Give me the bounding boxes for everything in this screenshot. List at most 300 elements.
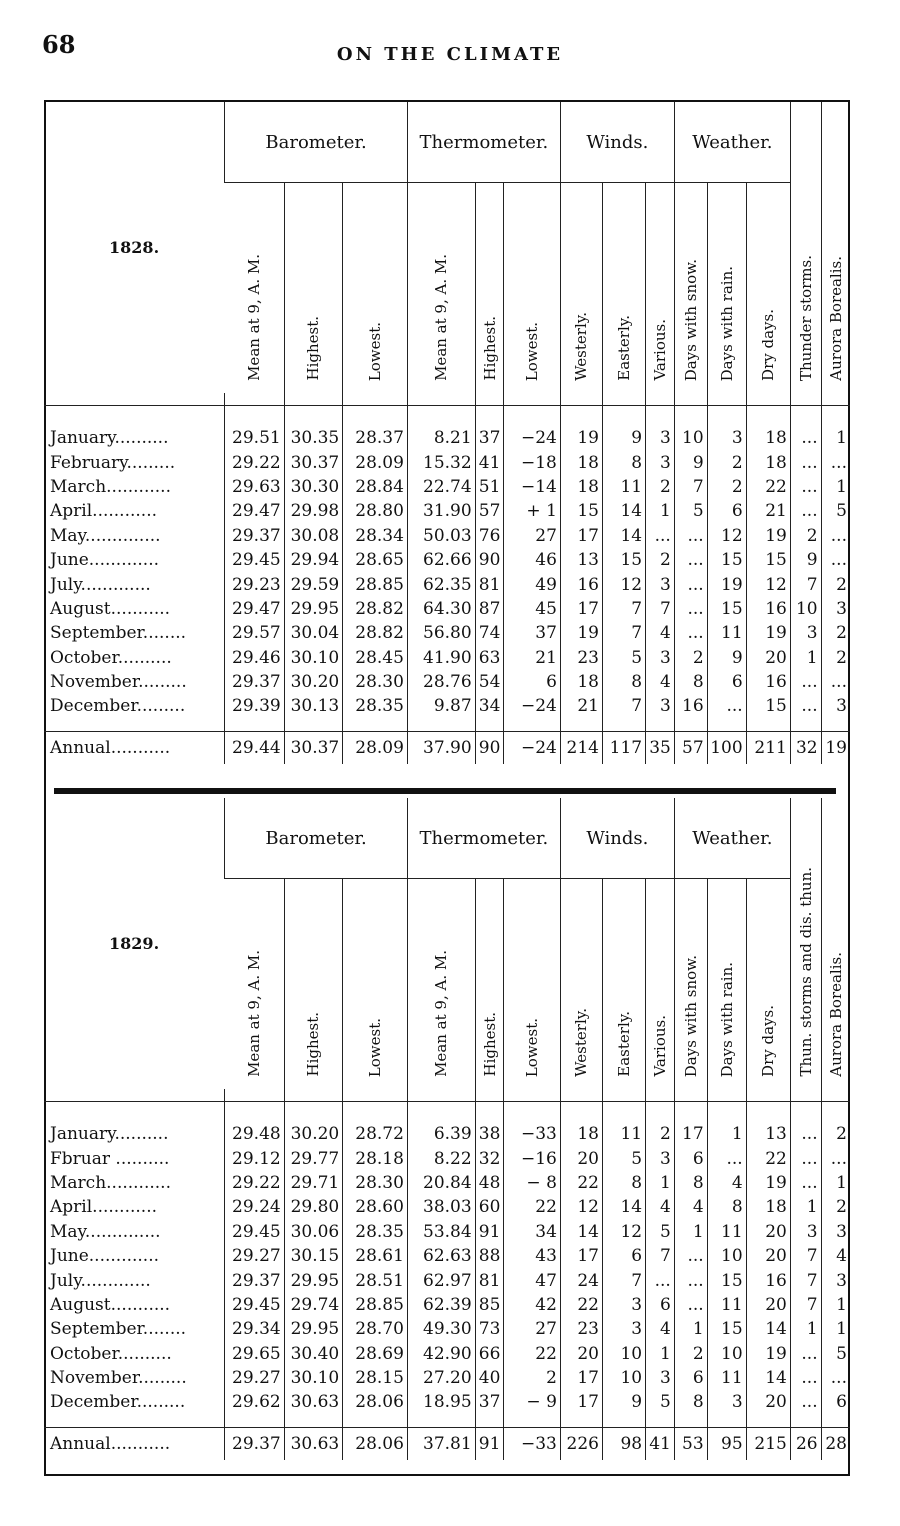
cell-winds-various: 3 <box>646 694 675 718</box>
cell-thermo-mean: 27.20 <box>407 1366 475 1390</box>
cell-winds-various: 3 <box>646 426 675 450</box>
cell-thermo-mean: 49.30 <box>407 1317 475 1341</box>
cell-days-rain: 3 <box>707 1390 746 1414</box>
cell-days-snow: 9 <box>674 450 707 474</box>
cell-aurora: 1 <box>821 475 850 499</box>
cell-baro-mean: 29.47 <box>225 499 285 523</box>
running-head: ON THE CLIMATE <box>336 44 564 65</box>
cell-baro-mean: 29.27 <box>225 1366 285 1390</box>
cell-days-snow: ... <box>674 1293 707 1317</box>
cell-thermo-lowest: 27 <box>504 1317 560 1341</box>
cell-thermo-mean: 20.84 <box>407 1171 475 1195</box>
cell-dry-days: 22 <box>746 475 790 499</box>
cell-thermo-mean: 15.32 <box>407 450 475 474</box>
cell-days-rain: 15 <box>707 548 746 572</box>
annual-dry-days: 211 <box>746 731 790 764</box>
cell-thermo-lowest: 2 <box>504 1366 560 1390</box>
cell-days-snow: 16 <box>674 694 707 718</box>
cell-days-snow: 8 <box>674 1171 707 1195</box>
cell-baro-mean: 29.45 <box>225 1220 285 1244</box>
cell-winds-various: 5 <box>646 1220 675 1244</box>
cell-baro-highest: 30.08 <box>284 524 343 548</box>
header-baro-mean-label: Mean at 9, A. M. <box>245 950 264 1077</box>
cell-winds-various: 1 <box>646 499 675 523</box>
cell-baro-lowest: 28.85 <box>343 1293 408 1317</box>
cell-winds-easterly: 9 <box>602 426 645 450</box>
cell-winds-easterly: 6 <box>602 1244 645 1268</box>
cell-aurora: 3 <box>821 597 850 621</box>
header-baro-mean <box>225 183 285 394</box>
table-row <box>44 1122 850 1146</box>
cell-dry-days: 22 <box>746 1146 790 1170</box>
cell-baro-mean: 29.46 <box>225 646 285 670</box>
cell-thermo-lowest: 6 <box>504 670 560 694</box>
cell-thermo-lowest: 22 <box>504 1195 560 1219</box>
cell-baro-highest: 30.06 <box>284 1220 343 1244</box>
cell-winds-various: 3 <box>646 1366 675 1390</box>
cell-dry-days: 18 <box>746 450 790 474</box>
cell-baro-lowest: 28.45 <box>343 646 408 670</box>
annual-aurora: 28 <box>821 1427 850 1460</box>
cell-thunder: 2 <box>790 524 821 548</box>
cell-winds-various: 7 <box>646 1244 675 1268</box>
cell-thunder: 10 <box>790 597 821 621</box>
cell-thunder: 3 <box>790 621 821 645</box>
cell-days-rain: 15 <box>707 1268 746 1292</box>
cell-dry-days: 15 <box>746 694 790 718</box>
group-header-winds: Winds. <box>560 102 674 183</box>
header-winds-westerly-label: Westerly. <box>572 312 591 381</box>
cell-baro-highest: 30.10 <box>284 646 343 670</box>
cell-thunder: ... <box>790 1390 821 1414</box>
annual-winds-easterly: 117 <box>602 731 645 764</box>
cell-thunder: 1 <box>790 646 821 670</box>
group-header-thermometer: Thermometer. <box>407 102 560 183</box>
annual-thermo-highest: 90 <box>475 731 504 764</box>
cell-baro-highest: 30.30 <box>284 475 343 499</box>
cell-thermo-mean: 62.66 <box>407 548 475 572</box>
cell-baro-lowest: 28.06 <box>343 1390 408 1414</box>
cell-thermo-mean: 41.90 <box>407 646 475 670</box>
month-label: July............. <box>50 1270 151 1291</box>
header-dry-days <box>746 183 790 394</box>
table-row <box>44 621 850 645</box>
header-aurora <box>821 798 850 1089</box>
cell-baro-highest: 30.37 <box>284 450 343 474</box>
table-row <box>44 646 850 670</box>
month-label: June............. <box>50 550 160 571</box>
cell-baro-highest: 30.15 <box>284 1244 343 1268</box>
header-thermo-mean-label: Mean at 9, A. M. <box>432 950 451 1077</box>
cell-winds-easterly: 7 <box>602 1268 645 1292</box>
cell-thunder: ... <box>790 1122 821 1146</box>
header-baro-lowest <box>343 183 408 394</box>
header-baro-lowest <box>343 879 408 1090</box>
cell-baro-highest: 30.40 <box>284 1342 343 1366</box>
year-label: 1828. <box>109 238 160 257</box>
cell-winds-various: 7 <box>646 597 675 621</box>
annual-winds-various: 35 <box>646 731 675 764</box>
year-label: 1829. <box>109 934 160 953</box>
annual-label: Annual........... <box>44 1427 225 1460</box>
month-label: August........... <box>50 1294 171 1315</box>
annual-thunder: 32 <box>790 731 821 764</box>
cell-winds-easterly: 9 <box>602 1390 645 1414</box>
cell-thermo-highest: 87 <box>475 597 504 621</box>
header-thermo-lowest <box>504 879 560 1090</box>
cell-winds-westerly: 18 <box>560 475 602 499</box>
cell-thermo-mean: 8.21 <box>407 426 475 450</box>
cell-days-snow: ... <box>674 621 707 645</box>
cell-thunder: ... <box>790 670 821 694</box>
cell-thermo-mean: 18.95 <box>407 1390 475 1414</box>
cell-days-rain: ... <box>707 1146 746 1170</box>
cell-dry-days: 13 <box>746 1122 790 1146</box>
cell-days-rain: 11 <box>707 1220 746 1244</box>
cell-thunder: ... <box>790 499 821 523</box>
header-winds-westerly <box>560 183 602 394</box>
cell-baro-lowest: 28.61 <box>343 1244 408 1268</box>
cell-thermo-mean: 64.30 <box>407 597 475 621</box>
month-label: July............. <box>50 574 151 595</box>
cell-winds-easterly: 10 <box>602 1342 645 1366</box>
header-baro-mean <box>225 879 285 1090</box>
month-label: February......... <box>50 452 176 473</box>
cell-winds-various: 3 <box>646 572 675 596</box>
cell-winds-various: 4 <box>646 1195 675 1219</box>
cell-days-rain: 10 <box>707 1244 746 1268</box>
cell-baro-mean: 29.63 <box>225 475 285 499</box>
table-row <box>44 548 850 572</box>
cell-thermo-mean: 38.03 <box>407 1195 475 1219</box>
cell-baro-lowest: 28.34 <box>343 524 408 548</box>
cell-dry-days: 20 <box>746 1244 790 1268</box>
cell-thermo-mean: 62.63 <box>407 1244 475 1268</box>
cell-days-rain: 2 <box>707 475 746 499</box>
cell-winds-various: 3 <box>646 1146 675 1170</box>
cell-dry-days: 20 <box>746 1390 790 1414</box>
annual-baro-mean: 29.37 <box>225 1427 285 1460</box>
cell-baro-mean: 29.45 <box>225 548 285 572</box>
cell-days-rain: 2 <box>707 450 746 474</box>
cell-baro-highest: 29.74 <box>284 1293 343 1317</box>
cell-thermo-highest: 48 <box>475 1171 504 1195</box>
header-aurora-label: Aurora Borealis. <box>826 256 845 381</box>
cell-days-rain: 6 <box>707 499 746 523</box>
annual-winds-various: 41 <box>646 1427 675 1460</box>
cell-winds-westerly: 12 <box>560 1195 602 1219</box>
table-row <box>44 450 850 474</box>
cell-baro-highest: 30.10 <box>284 1366 343 1390</box>
cell-winds-various: 4 <box>646 1317 675 1341</box>
header-dry-days <box>746 879 790 1090</box>
header-thermo-lowest-label: Lowest. <box>523 321 542 381</box>
cell-baro-highest: 29.94 <box>284 548 343 572</box>
month-label: June............. <box>50 1246 160 1267</box>
cell-days-rain: 11 <box>707 1293 746 1317</box>
cell-baro-mean: 29.39 <box>225 694 285 718</box>
cell-thermo-highest: 41 <box>475 450 504 474</box>
cell-winds-various: 3 <box>646 646 675 670</box>
cell-thermo-mean: 62.39 <box>407 1293 475 1317</box>
cell-thermo-lowest: − 9 <box>504 1390 560 1414</box>
cell-days-snow: 5 <box>674 499 707 523</box>
table-row <box>44 499 850 523</box>
cell-thermo-highest: 90 <box>475 548 504 572</box>
annual-thermo-mean: 37.81 <box>407 1427 475 1460</box>
cell-baro-mean: 29.47 <box>225 597 285 621</box>
cell-winds-westerly: 17 <box>560 1390 602 1414</box>
cell-baro-highest: 29.71 <box>284 1171 343 1195</box>
annual-thermo-highest: 91 <box>475 1427 504 1460</box>
cell-days-snow: 7 <box>674 475 707 499</box>
header-baro-highest <box>284 879 343 1090</box>
cell-winds-easterly: 8 <box>602 670 645 694</box>
cell-thermo-mean: 8.22 <box>407 1146 475 1170</box>
cell-baro-mean: 29.22 <box>225 450 285 474</box>
cell-winds-westerly: 15 <box>560 499 602 523</box>
cell-thermo-lowest: 49 <box>504 572 560 596</box>
cell-aurora: 1 <box>821 426 850 450</box>
cell-winds-easterly: 11 <box>602 1122 645 1146</box>
cell-winds-easterly: 7 <box>602 621 645 645</box>
cell-aurora: ... <box>821 1366 850 1390</box>
cell-thermo-highest: 34 <box>475 694 504 718</box>
cell-winds-various: 4 <box>646 670 675 694</box>
cell-thunder: ... <box>790 450 821 474</box>
month-label: September........ <box>50 1319 187 1340</box>
annual-label: Annual........... <box>44 731 225 764</box>
cell-baro-highest: 29.95 <box>284 597 343 621</box>
cell-baro-mean: 29.24 <box>225 1195 285 1219</box>
cell-baro-highest: 29.95 <box>284 1268 343 1292</box>
cell-winds-various: 4 <box>646 621 675 645</box>
header-winds-various-label: Various. <box>650 319 669 381</box>
cell-winds-various: 6 <box>646 1293 675 1317</box>
table-row <box>44 670 850 694</box>
cell-thermo-mean: 9.87 <box>407 694 475 718</box>
annual-days-snow: 57 <box>674 731 707 764</box>
cell-baro-mean: 29.57 <box>225 621 285 645</box>
annual-thermo-mean: 37.90 <box>407 731 475 764</box>
month-label: October.......... <box>50 1343 172 1364</box>
cell-days-snow: 2 <box>674 646 707 670</box>
header-winds-westerly <box>560 879 602 1090</box>
table-row <box>44 572 850 596</box>
cell-dry-days: 14 <box>746 1366 790 1390</box>
cell-baro-highest: 29.80 <box>284 1195 343 1219</box>
cell-thermo-lowest: 37 <box>504 621 560 645</box>
cell-thunder: ... <box>790 426 821 450</box>
cell-dry-days: 15 <box>746 548 790 572</box>
cell-thunder: 7 <box>790 1293 821 1317</box>
cell-winds-easterly: 8 <box>602 1171 645 1195</box>
cell-aurora: 5 <box>821 499 850 523</box>
header-baro-highest-label: Highest. <box>304 1012 323 1077</box>
cell-baro-mean: 29.27 <box>225 1244 285 1268</box>
cell-winds-various: 2 <box>646 548 675 572</box>
header-thermo-lowest-label: Lowest. <box>523 1017 542 1077</box>
header-winds-easterly-label: Easterly. <box>615 315 634 381</box>
header-winds-easterly <box>602 183 645 394</box>
cell-baro-lowest: 28.60 <box>343 1195 408 1219</box>
group-header-winds: Winds. <box>560 798 674 879</box>
cell-winds-westerly: 22 <box>560 1171 602 1195</box>
cell-thermo-highest: 57 <box>475 499 504 523</box>
cell-baro-lowest: 28.69 <box>343 1342 408 1366</box>
cell-baro-mean: 29.37 <box>225 670 285 694</box>
cell-winds-westerly: 17 <box>560 1244 602 1268</box>
cell-thunder: 1 <box>790 1317 821 1341</box>
table-row <box>44 524 850 548</box>
cell-winds-various: 1 <box>646 1342 675 1366</box>
group-header-weather: Weather. <box>674 798 790 879</box>
cell-baro-lowest: 28.84 <box>343 475 408 499</box>
cell-winds-various: 5 <box>646 1390 675 1414</box>
header-thermo-highest <box>475 183 504 394</box>
cell-thermo-highest: 81 <box>475 572 504 596</box>
cell-winds-westerly: 14 <box>560 1220 602 1244</box>
cell-days-snow: 6 <box>674 1366 707 1390</box>
cell-winds-easterly: 12 <box>602 1220 645 1244</box>
annual-thermo-lowest: −33 <box>504 1427 560 1460</box>
cell-baro-lowest: 28.82 <box>343 621 408 645</box>
cell-baro-lowest: 28.65 <box>343 548 408 572</box>
cell-thermo-highest: 81 <box>475 1268 504 1292</box>
cell-thermo-mean: 42.90 <box>407 1342 475 1366</box>
annual-baro-mean: 29.44 <box>225 731 285 764</box>
cell-baro-lowest: 28.30 <box>343 670 408 694</box>
month-label: December......... <box>50 1392 186 1413</box>
cell-thunder: 7 <box>790 572 821 596</box>
cell-baro-highest: 29.98 <box>284 499 343 523</box>
annual-baro-lowest: 28.06 <box>343 1427 408 1460</box>
cell-days-snow: 10 <box>674 426 707 450</box>
climate-table-1829 <box>44 798 850 1460</box>
cell-winds-westerly: 18 <box>560 1122 602 1146</box>
cell-winds-various: 2 <box>646 1122 675 1146</box>
annual-winds-westerly: 226 <box>560 1427 602 1460</box>
cell-winds-westerly: 20 <box>560 1146 602 1170</box>
cell-winds-westerly: 23 <box>560 1317 602 1341</box>
cell-baro-lowest: 28.70 <box>343 1317 408 1341</box>
cell-dry-days: 20 <box>746 1293 790 1317</box>
cell-thunder: ... <box>790 475 821 499</box>
cell-baro-highest: 30.63 <box>284 1390 343 1414</box>
cell-winds-various: ... <box>646 524 675 548</box>
cell-days-snow: ... <box>674 524 707 548</box>
cell-days-snow: 2 <box>674 1342 707 1366</box>
header-days-rain-label: Days with rain. <box>717 961 736 1077</box>
cell-baro-mean: 29.62 <box>225 1390 285 1414</box>
cell-thermo-lowest: −14 <box>504 475 560 499</box>
cell-days-rain: 6 <box>707 670 746 694</box>
cell-thermo-lowest: −24 <box>504 426 560 450</box>
cell-winds-westerly: 21 <box>560 694 602 718</box>
cell-winds-easterly: 14 <box>602 524 645 548</box>
cell-thermo-highest: 76 <box>475 524 504 548</box>
month-label: April............ <box>50 501 158 522</box>
header-days-rain <box>707 879 746 1090</box>
table-row <box>44 1342 850 1366</box>
cell-baro-highest: 29.95 <box>284 1317 343 1341</box>
cell-baro-mean: 29.48 <box>225 1122 285 1146</box>
cell-winds-easterly: 3 <box>602 1317 645 1341</box>
cell-dry-days: 19 <box>746 524 790 548</box>
cell-thermo-mean: 56.80 <box>407 621 475 645</box>
cell-thermo-lowest: −24 <box>504 694 560 718</box>
cell-baro-highest: 30.13 <box>284 694 343 718</box>
cell-aurora: ... <box>821 524 850 548</box>
cell-winds-easterly: 5 <box>602 1146 645 1170</box>
cell-days-rain: 11 <box>707 621 746 645</box>
cell-aurora: 1 <box>821 1293 850 1317</box>
cell-winds-easterly: 7 <box>602 597 645 621</box>
cell-days-rain: 3 <box>707 426 746 450</box>
cell-dry-days: 12 <box>746 572 790 596</box>
cell-days-snow: ... <box>674 597 707 621</box>
cell-thunder: 9 <box>790 548 821 572</box>
cell-thermo-lowest: 47 <box>504 1268 560 1292</box>
cell-baro-highest: 30.20 <box>284 1122 343 1146</box>
month-label: November......... <box>50 1368 187 1389</box>
cell-aurora: 6 <box>821 1390 850 1414</box>
cell-thermo-mean: 50.03 <box>407 524 475 548</box>
annual-dry-days: 215 <box>746 1427 790 1460</box>
cell-days-rain: 11 <box>707 1366 746 1390</box>
header-baro-lowest-label: Lowest. <box>366 321 385 381</box>
table-row <box>44 1171 850 1195</box>
header-aurora <box>821 102 850 393</box>
header-baro-highest <box>284 183 343 394</box>
cell-winds-westerly: 22 <box>560 1293 602 1317</box>
table-row <box>44 475 850 499</box>
annual-row <box>44 731 850 764</box>
cell-winds-westerly: 17 <box>560 597 602 621</box>
cell-winds-easterly: 14 <box>602 499 645 523</box>
cell-baro-mean: 29.34 <box>225 1317 285 1341</box>
cell-winds-westerly: 23 <box>560 646 602 670</box>
annual-row <box>44 1427 850 1460</box>
cell-baro-highest: 30.35 <box>284 426 343 450</box>
cell-dry-days: 14 <box>746 1317 790 1341</box>
cell-days-snow: 17 <box>674 1122 707 1146</box>
cell-baro-lowest: 28.35 <box>343 694 408 718</box>
table-row <box>44 1390 850 1414</box>
cell-days-snow: ... <box>674 1268 707 1292</box>
cell-thermo-highest: 54 <box>475 670 504 694</box>
cell-aurora: 4 <box>821 1244 850 1268</box>
cell-days-rain: ... <box>707 694 746 718</box>
header-days-snow <box>674 879 707 1090</box>
month-label: April............ <box>50 1197 158 1218</box>
cell-winds-westerly: 18 <box>560 450 602 474</box>
cell-baro-highest: 29.59 <box>284 572 343 596</box>
cell-thermo-highest: 73 <box>475 1317 504 1341</box>
cell-baro-mean: 29.45 <box>225 1293 285 1317</box>
cell-baro-lowest: 28.30 <box>343 1171 408 1195</box>
cell-aurora: 5 <box>821 1342 850 1366</box>
cell-aurora: ... <box>821 450 850 474</box>
cell-dry-days: 19 <box>746 1342 790 1366</box>
cell-thermo-lowest: −33 <box>504 1122 560 1146</box>
cell-thunder: ... <box>790 1171 821 1195</box>
cell-winds-westerly: 17 <box>560 524 602 548</box>
cell-baro-mean: 29.23 <box>225 572 285 596</box>
table-row <box>44 1146 850 1170</box>
header-thunder <box>790 102 821 393</box>
cell-thermo-mean: 31.90 <box>407 499 475 523</box>
